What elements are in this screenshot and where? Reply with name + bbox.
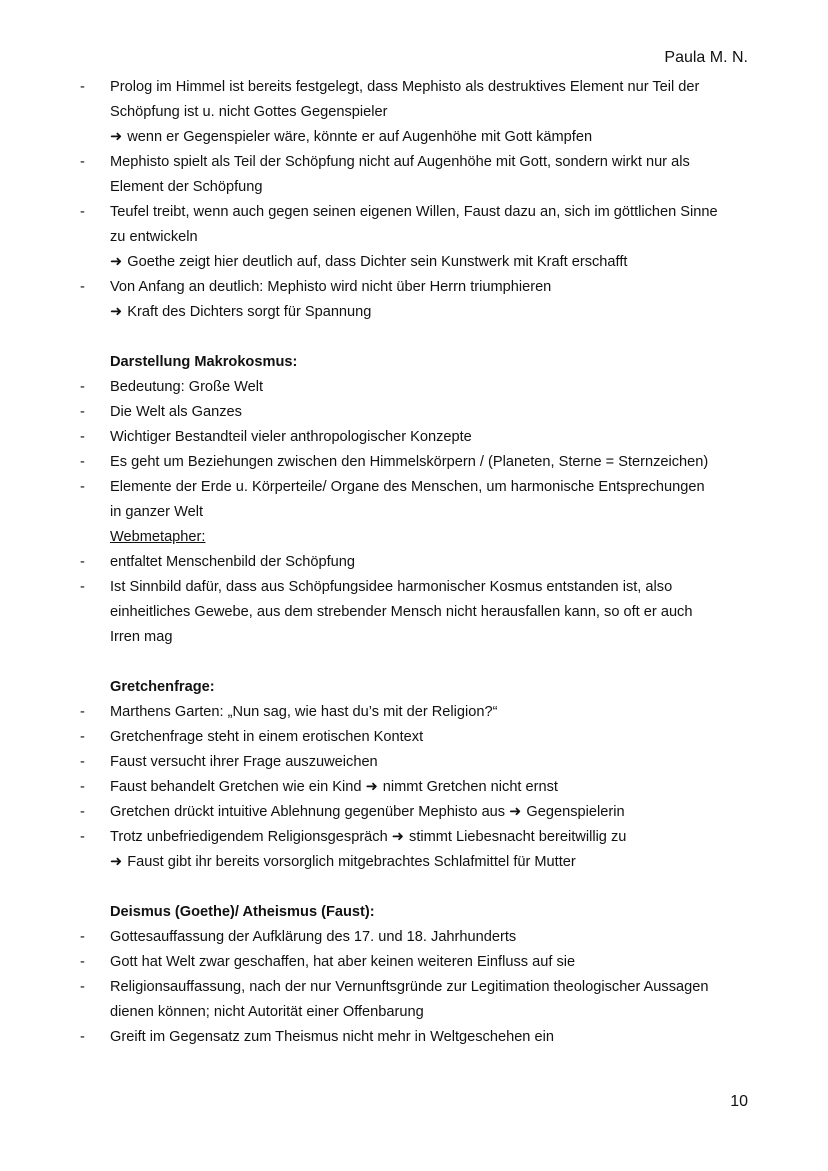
- line-text: Gegenspielerin: [526, 804, 625, 820]
- line-text: Es geht um Beziehungen zwischen den Himmelskörpern / (Planeten, Sterne = Sternzeichen): [110, 454, 709, 470]
- line-text: Elemente der Erde u. Körperteile/ Organe des Menschen, um harmonische Entsprechungen: [110, 479, 705, 495]
- line-text: einheitliches Gewebe, aus dem strebender Mensch nicht herausfallen kann, so oft er auch: [110, 604, 693, 620]
- bullet-line: [78, 750, 758, 775]
- line-text: Schöpfung ist u. nicht Gottes Gegenspieler: [110, 104, 388, 120]
- line-text: Irren mag: [110, 629, 173, 645]
- line-text: nimmt Gretchen nicht ernst: [382, 779, 558, 795]
- line-text: entfaltet Menschenbild der Schöpfung: [110, 554, 356, 570]
- bullet-line: [78, 575, 758, 600]
- section-spacer: [78, 650, 758, 675]
- bullet-line: [78, 800, 758, 825]
- arrow-line: [78, 250, 758, 275]
- line-text: Wichtiger Bestandteil vieler anthropologischer Konzepte: [110, 429, 472, 445]
- bullet-line: [78, 450, 758, 475]
- line-text: Teufel treibt, wenn auch gegen seinen eigenen Willen, Faust dazu an, sich im göttlichen Sinne: [110, 204, 718, 220]
- line-text: Mephisto spielt als Teil der Schöpfung nicht auf Augenhöhe mit Gott, sondern wirkt nur als: [110, 154, 690, 170]
- line-text: Gretchenfrage steht in einem erotischen Kontext: [110, 729, 424, 745]
- page-number: 10: [730, 1093, 748, 1110]
- bullet-line: [78, 725, 758, 750]
- bullet-line: [78, 425, 758, 450]
- bullet-line: [78, 275, 758, 300]
- bullet-line: [78, 975, 758, 1000]
- line-text: Die Welt als Ganzes: [110, 404, 242, 420]
- line-text: Element der Schöpfung: [110, 179, 263, 195]
- bullet-line: [78, 825, 758, 850]
- line-text: Trotz unbefriedigendem Religionsgespräch: [110, 829, 388, 845]
- bullet-line: [78, 700, 758, 725]
- arrow-icon: ➜: [365, 779, 378, 795]
- arrow-line: [78, 300, 758, 325]
- line-text: Kraft des Dichters sorgt für Spannung: [127, 304, 372, 320]
- line-text: Ist Sinnbild dafür, dass aus Schöpfungsidee harmonischer Kosmus entstanden ist, also: [110, 579, 673, 595]
- arrow-icon: ➜: [110, 304, 123, 320]
- notes-content: [78, 75, 758, 1050]
- subheading-webmetapher: [78, 525, 758, 550]
- bullet-line: [78, 150, 758, 175]
- line-text: in ganzer Welt: [110, 504, 204, 520]
- line-text: stimmt Liebesnacht bereitwillig zu: [409, 829, 627, 845]
- bullet-line: [78, 200, 758, 225]
- section-heading-deismus: Deismus (Goethe)/ Atheismus (Faust):: [110, 904, 375, 920]
- arrow-icon: ➜: [110, 129, 123, 145]
- continuation-line: [78, 1000, 758, 1025]
- subheading-text: Webmetapher:: [110, 529, 206, 545]
- bullet-line: [78, 475, 758, 500]
- section-heading-gretchenfrage: Gretchenfrage:: [110, 679, 215, 695]
- line-text: Greift im Gegensatz zum Theismus nicht mehr in Weltgeschehen ein: [110, 1029, 554, 1045]
- line-text: Von Anfang an deutlich: Mephisto wird nicht über Herrn triumphieren: [110, 279, 552, 295]
- continuation-line: [78, 625, 758, 650]
- continuation-line: [78, 100, 758, 125]
- arrow-icon: ➜: [391, 829, 405, 845]
- arrow-line: [78, 850, 758, 875]
- bullet-line: [78, 400, 758, 425]
- line-text: Gottesauffassung der Aufklärung des 17. und 18. Jahrhunderts: [110, 929, 517, 945]
- line-text: Prolog im Himmel ist bereits festgelegt, dass Mephisto als destruktives Element nur Teil der: [110, 79, 700, 95]
- continuation-line: [78, 500, 758, 525]
- line-text: zu entwickeln: [110, 229, 198, 245]
- bullet-line: [78, 75, 758, 100]
- bullet-line: [78, 1025, 758, 1050]
- line-text: Faust gibt ihr bereits vorsorglich mitgebrachtes Schlafmittel für Mutter: [127, 854, 576, 870]
- continuation-line: [78, 225, 758, 250]
- bullet-line: [78, 775, 758, 800]
- line-text: Bedeutung: Große Welt: [110, 379, 264, 395]
- arrow-line: [78, 125, 758, 150]
- bullet-line: [78, 925, 758, 950]
- continuation-line: [78, 175, 758, 200]
- arrow-icon: ➜: [110, 254, 123, 270]
- section-heading-makrokosmus: Darstellung Makrokosmus:: [110, 354, 298, 370]
- continuation-line: [78, 600, 758, 625]
- line-text: Gott hat Welt zwar geschaffen, hat aber keinen weiteren Einfluss auf sie: [110, 954, 576, 970]
- line-text: wenn er Gegenspieler wäre, könnte er auf Augenhöhe mit Gott kämpfen: [127, 129, 593, 145]
- line-text: Faust versucht ihrer Frage auszuweichen: [110, 754, 378, 770]
- arrow-icon: ➜: [110, 854, 123, 870]
- section-spacer: [78, 875, 758, 900]
- line-text: dienen können; nicht Autorität einer Offenbarung: [110, 1004, 424, 1020]
- section-spacer: [78, 325, 758, 350]
- line-text: Marthens Garten: „Nun sag, wie hast du’s mit der Religion?“: [110, 704, 498, 720]
- line-text: Goethe zeigt hier deutlich auf, dass Dichter sein Kunstwerk mit Kraft erschafft: [127, 254, 628, 270]
- author-name: Paula M. N.: [664, 49, 748, 66]
- arrow-icon: ➜: [509, 804, 522, 820]
- bullet-line: [78, 375, 758, 400]
- line-text: Religionsauffassung, nach der nur Vernunftsgründe zur Legitimation theologischer Aussagen: [110, 979, 709, 995]
- line-text: Gretchen drückt intuitive Ablehnung gegenüber Mephisto aus: [110, 804, 506, 820]
- bullet-line: [78, 550, 758, 575]
- bullet-line: [78, 950, 758, 975]
- line-text: Faust behandelt Gretchen wie ein Kind: [110, 779, 362, 795]
